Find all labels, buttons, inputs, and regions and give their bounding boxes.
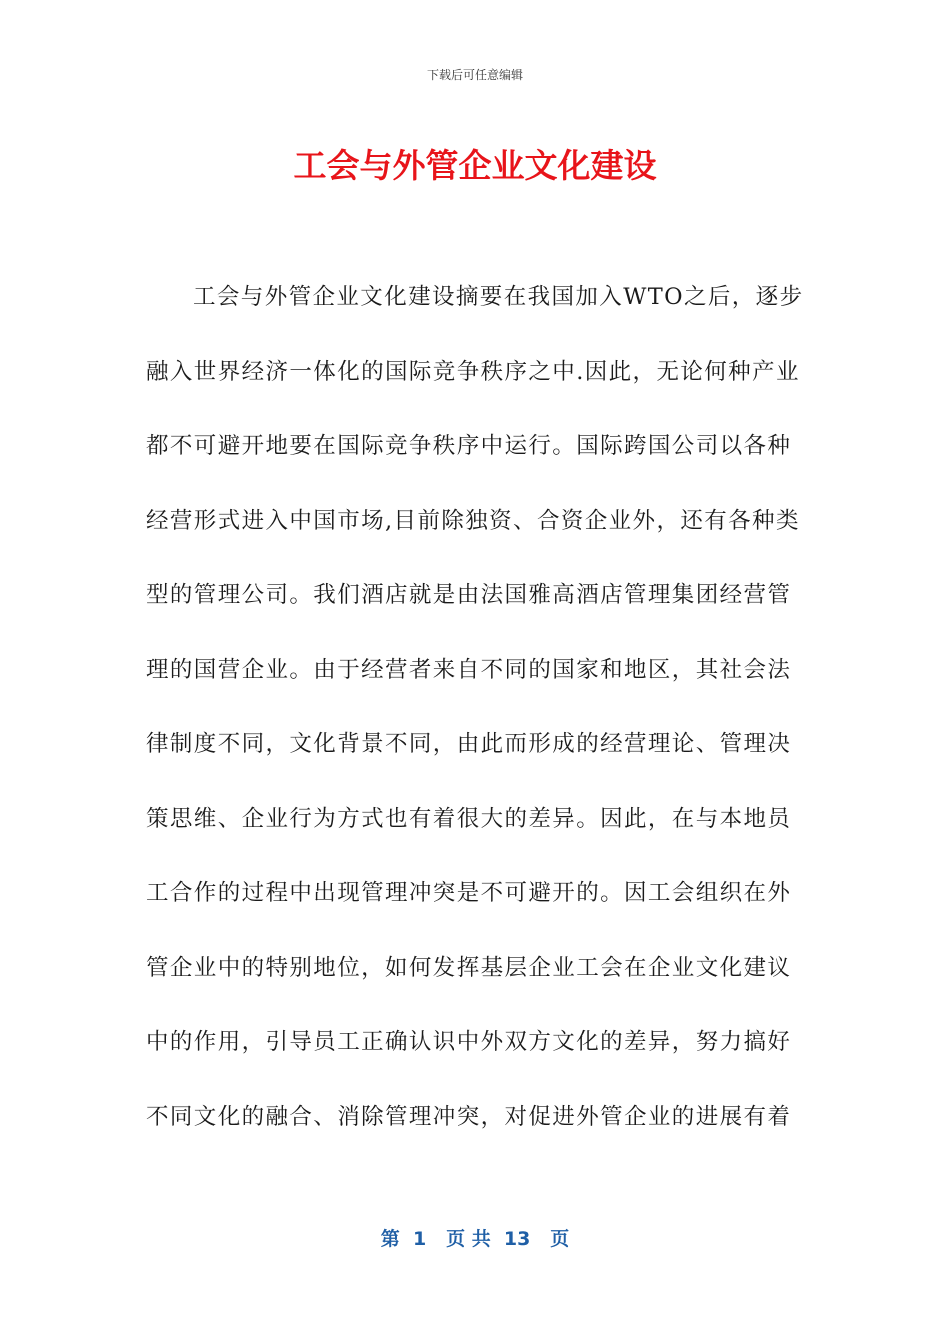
body-paragraph (146, 272, 806, 1166)
body-line: 都不可避开地要在国际竞争秩序中运行。国际跨国公司以各种 (146, 433, 792, 459)
body-line: 中的作用，引导员工正确认识中外双方文化的差异，努力搞好 (146, 1029, 792, 1055)
page-number-footer: 第 1 页 共 13 页 (380, 1228, 570, 1250)
body-line: 律制度不同，文化背景不同，由此而形成的经营理论、管理决 (146, 731, 792, 757)
header-note: 下载后可任意编辑 (426, 68, 523, 82)
body-line: 管企业中的特别地位，如何发挥基层企业工会在企业文化建议 (146, 954, 792, 981)
document-title: 工会与外管企业文化建设 (293, 146, 657, 185)
body-line: 融入世界经济一体化的国际竞争秩序之中.因此，无论何种产业 (146, 358, 800, 385)
body-line: 型的管理公司。我们酒店就是由法国雅高酒店管理集团经营管 (146, 582, 792, 608)
body-line: 经营形式进入中国市场,目前除独资、合资企业外，还有各种类 (146, 507, 800, 534)
body-line: 工会与外管企业文化建设摘要在我国加入WTO之后，逐步 (193, 284, 804, 310)
body-line: 理的国营企业。由于经营者来自不同的国家和地区，其社会法 (146, 656, 792, 683)
body-line: 工合作的过程中出现管理冲突是不可避开的。因工会组织在外 (146, 880, 792, 906)
body-line: 策思维、企业行为方式也有着很大的差异。因此，在与本地员 (146, 805, 792, 832)
body-line: 不同文化的融合、消除管理冲突，对促进外管企业的进展有着 (146, 1103, 792, 1130)
